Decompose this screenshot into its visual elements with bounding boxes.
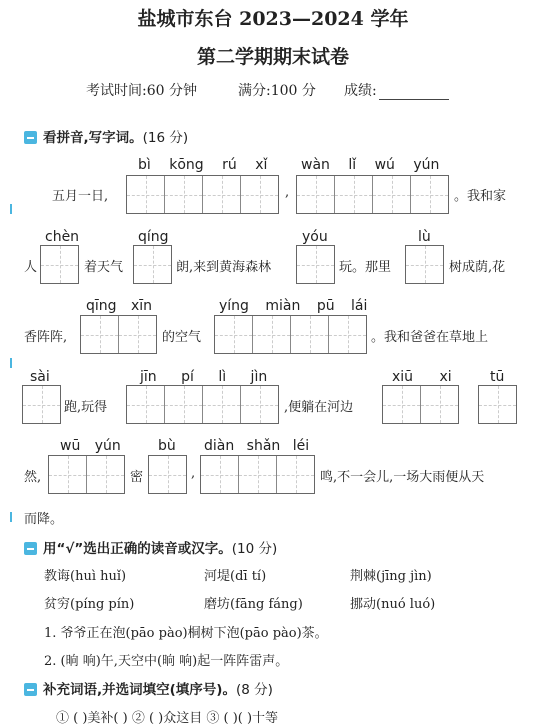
pinyin-dian-shan-lei: diàn shǎn léi [204, 438, 310, 454]
pinyin-jin-pi-li-jin: jīn pí lì jìn [140, 369, 268, 385]
exam-title-line2: 第二学期期末试卷 [196, 46, 349, 68]
writing-grid-2[interactable] [80, 315, 157, 354]
pinyin-ying-mian-pu-lai: yíng miàn pū lái [219, 298, 368, 314]
writing-grid-1[interactable] [22, 385, 61, 424]
text-row5-a: 然, [24, 470, 42, 485]
sentence-1[interactable]: 1. 爷爷正在泡(pāo pào)桐树下泡(pāo pào)茶。 [44, 626, 328, 641]
margin-mark [10, 204, 12, 214]
pinyin-qing: qíng [138, 229, 169, 245]
text-row1-comma: , [285, 185, 290, 200]
text-row3-a: 香阵阵, [24, 330, 68, 345]
section1-title: 看拼音,写字词。 [43, 130, 143, 146]
sentence-2[interactable]: 2. (晌 响)午,天空中(晌 响)起一阵阵雷声。 [44, 654, 289, 669]
pinyin-tu: tū [490, 369, 505, 385]
pinyin-xiu-xi: xiū xi [392, 369, 452, 385]
text-row6: 而降。 [24, 512, 64, 527]
score-label: 成绩: [344, 83, 377, 99]
writing-grid-4[interactable] [126, 175, 279, 214]
exam-title-line1: 盐城市东台 2023—2024 学年 [137, 8, 409, 30]
score-field[interactable] [344, 80, 449, 100]
section-marker-icon [24, 131, 37, 144]
text-row1-a: 五月一日, [52, 189, 109, 204]
writing-grid-1[interactable] [40, 245, 79, 284]
pinyin-lu: lù [418, 229, 431, 245]
text-row2-d: 玩。那里 [339, 260, 392, 275]
text-row5-comma: , [191, 466, 196, 481]
text-row2-b: 着天气 [84, 260, 124, 275]
writing-grid-3[interactable] [200, 455, 315, 494]
pinyin-bi-kong-ru-xi: bì kōng rú xǐ [138, 157, 268, 173]
score-blank[interactable] [379, 85, 449, 100]
choice-item-6[interactable]: 挪动(nuó luó) [350, 597, 436, 612]
pinyin-qing-xin: qīng xīn [86, 298, 153, 314]
section2-title: 用“√”选出正确的读音或汉字。 [43, 541, 232, 557]
writing-grid-4[interactable] [296, 175, 449, 214]
pinyin-you: yóu [302, 229, 328, 245]
text-row4-a: 跑,玩得 [64, 400, 108, 415]
writing-grid-2[interactable] [48, 455, 125, 494]
section1-heading [24, 126, 188, 146]
section1-points: (16 分) [142, 130, 189, 146]
writing-grid-4[interactable] [126, 385, 279, 424]
full-score: 满分:100 分 [238, 83, 316, 99]
exam-time: 考试时间:60 分钟 [86, 83, 197, 99]
writing-grid-1[interactable] [148, 455, 187, 494]
section-marker-icon [24, 542, 37, 555]
section3-heading [24, 678, 273, 698]
margin-mark [10, 358, 12, 368]
pinyin-sai: sài [30, 369, 50, 385]
text-row2-e: 树成荫,花 [449, 260, 506, 275]
section2-points: (10 分) [231, 541, 278, 557]
pinyin-wu-yun: wū yún [60, 438, 121, 454]
writing-grid-4[interactable] [214, 315, 367, 354]
text-row5-b: 密 [130, 470, 144, 485]
text-row1-b: 。我和家 [454, 189, 507, 204]
writing-grid-1[interactable] [296, 245, 335, 284]
writing-grid-1[interactable] [405, 245, 444, 284]
pinyin-wan-li-wu-yun: wàn lǐ wú yún [301, 157, 440, 173]
writing-grid-1[interactable] [133, 245, 172, 284]
section3-title: 补充词语,并选词填空(填序号)。 [43, 682, 236, 698]
choice-item-3[interactable]: 荆棘(jīng jìn) [350, 569, 432, 584]
writing-grid-2[interactable] [382, 385, 459, 424]
section3-partial-line: ① ( )美补( ) ② ( )众这目 ③ ( )( )十等 [56, 711, 279, 726]
text-row2-a: 人 [24, 260, 38, 275]
text-row3-c: 。我和爸爸在草地上 [371, 330, 489, 345]
choice-item-1[interactable]: 教诲(huì huǐ) [44, 569, 127, 584]
text-row4-b: ,便躺在河边 [284, 400, 354, 415]
margin-mark [10, 512, 12, 522]
pinyin-chen: chèn [45, 229, 80, 245]
section2-heading [24, 537, 277, 557]
writing-grid-1[interactable] [478, 385, 517, 424]
text-row5-c: 鸣,不一会儿,一场大雨便从天 [320, 470, 485, 485]
choice-item-4[interactable]: 贫穷(píng pín) [44, 597, 135, 612]
choice-item-2[interactable]: 河堤(dī tí) [204, 569, 267, 584]
choice-item-5[interactable]: 磨坊(fāng fáng) [204, 597, 303, 612]
text-row2-c: 朗,来到黄海森林 [176, 260, 272, 275]
section3-points: (8 分) [235, 682, 273, 698]
text-row3-b: 的空气 [162, 330, 202, 345]
section-marker-icon [24, 683, 37, 696]
pinyin-bu: bù [158, 438, 176, 454]
